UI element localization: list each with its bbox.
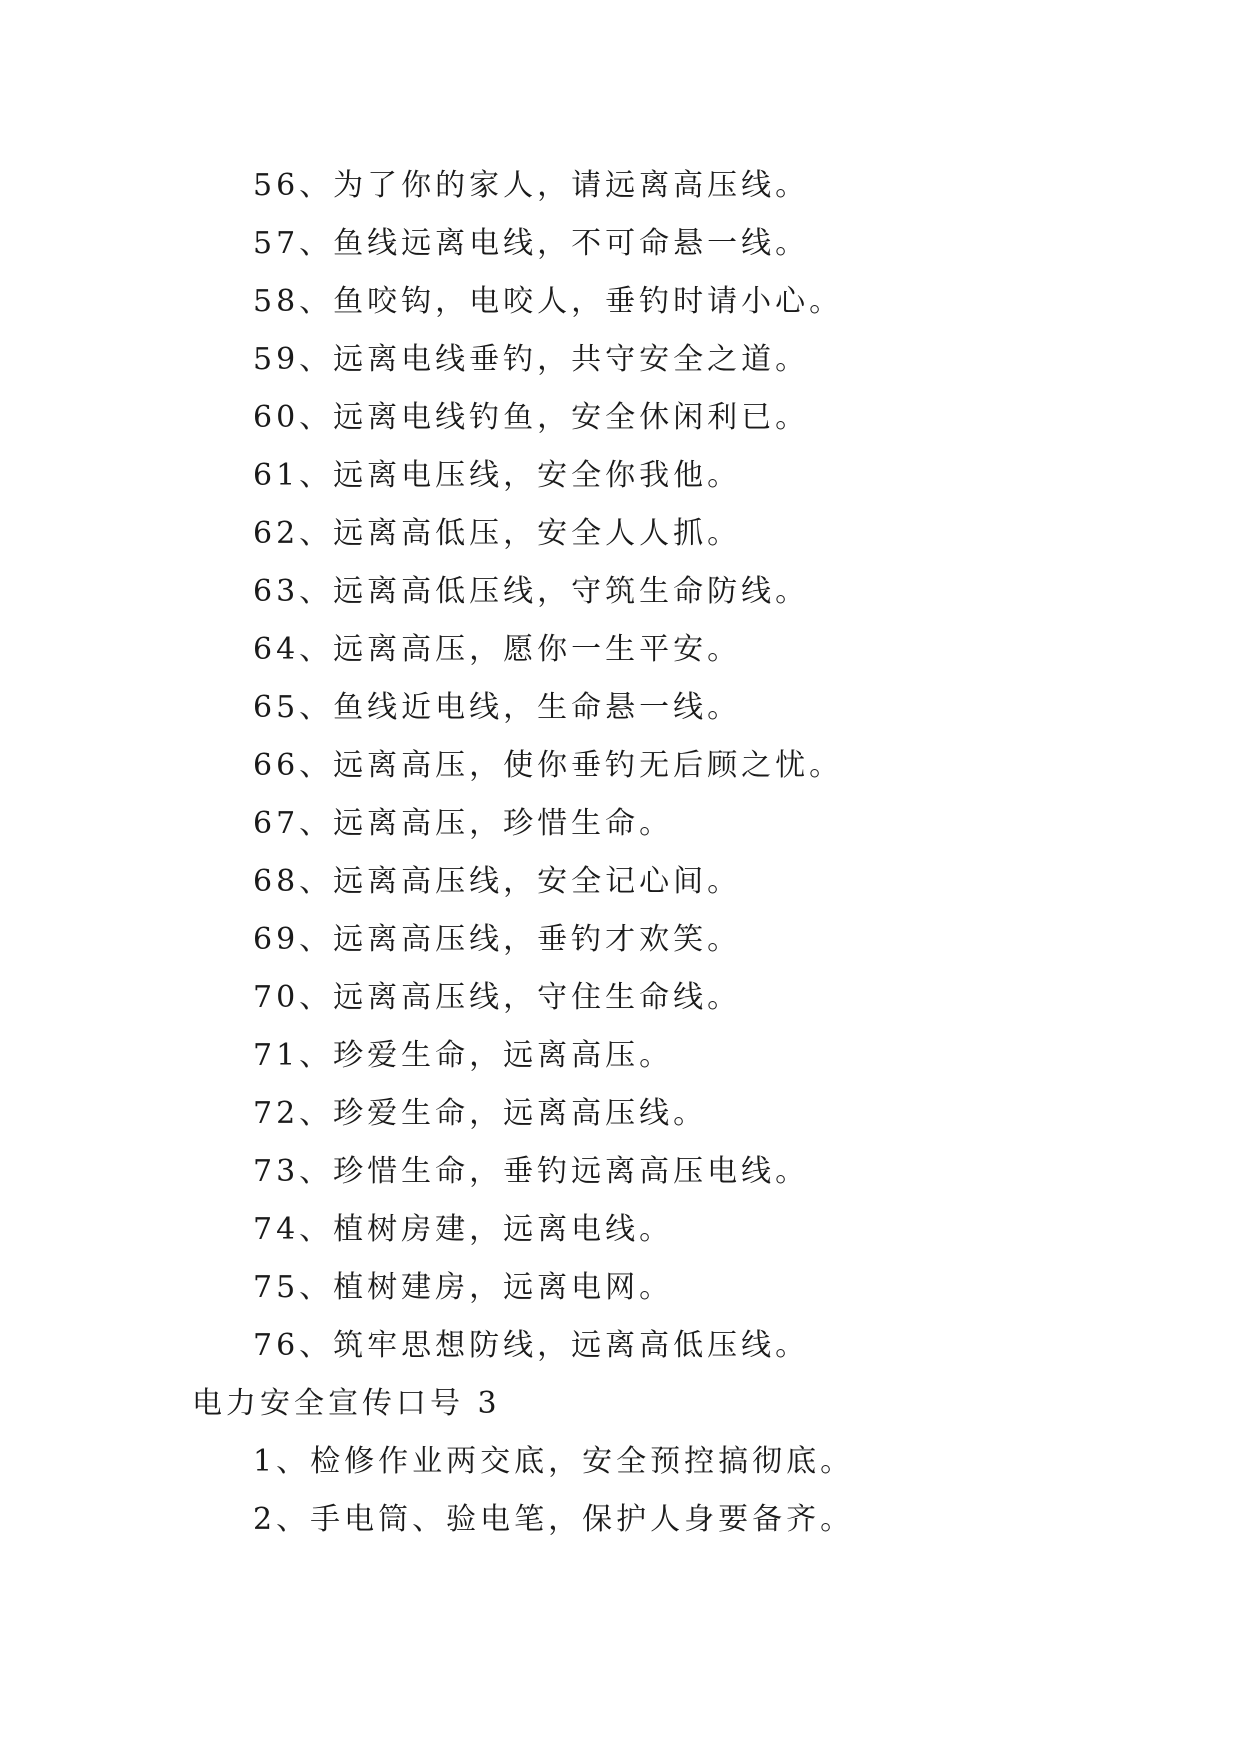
slogan-74: 74、植树房建，远离电线。: [253, 1212, 674, 1247]
slogan-60: 60、远离电线钓鱼，安全休闲利已。: [253, 400, 810, 435]
slogan-68: 68、远离高压线，安全记心间。: [253, 864, 742, 899]
slogan-61: 61、远离电压线，安全你我他。: [253, 458, 742, 493]
slogan-69: 69、远离高压线，垂钓才欢笑。: [253, 922, 742, 957]
slogan-63: 63、远离高低压线，守筑生命防线。: [253, 574, 810, 609]
slogan-66: 66、远离高压，使你垂钓无后顾之忧。: [253, 748, 844, 783]
slogan-72: 72、珍爱生命，远离高压线。: [253, 1096, 708, 1131]
slogan-56: 56、为了你的家人，请远离高压线。: [253, 168, 810, 203]
slogan-59: 59、远离电线垂钓，共守安全之道。: [253, 342, 810, 377]
slogan-70: 70、远离高压线，守住生命线。: [253, 980, 742, 1015]
section-heading: 电力安全宣传口号 3: [192, 1386, 501, 1421]
slogan-57: 57、鱼线远离电线，不可命悬一线。: [253, 226, 810, 261]
slogan-71: 71、珍爱生命，远离高压。: [253, 1038, 674, 1073]
slogan-62: 62、远离高低压，安全人人抓。: [253, 516, 742, 551]
slogan-2: 2、手电筒、验电笔，保护人身要备齐。: [253, 1502, 855, 1537]
slogan-67: 67、远离高压，珍惜生命。: [253, 806, 674, 841]
slogan-64: 64、远离高压，愿你一生平安。: [253, 632, 742, 667]
slogan-75: 75、植树建房，远离电网。: [253, 1270, 674, 1305]
slogan-1: 1、检修作业两交底，安全预控搞彻底。: [253, 1444, 855, 1479]
slogan-73: 73、珍惜生命，垂钓远离高压电线。: [253, 1154, 810, 1189]
slogan-58: 58、鱼咬钩，电咬人，垂钓时请小心。: [253, 284, 844, 319]
slogan-76: 76、筑牢思想防线，远离高低压线。: [253, 1328, 810, 1363]
slogan-65: 65、鱼线近电线，生命悬一线。: [253, 690, 742, 725]
